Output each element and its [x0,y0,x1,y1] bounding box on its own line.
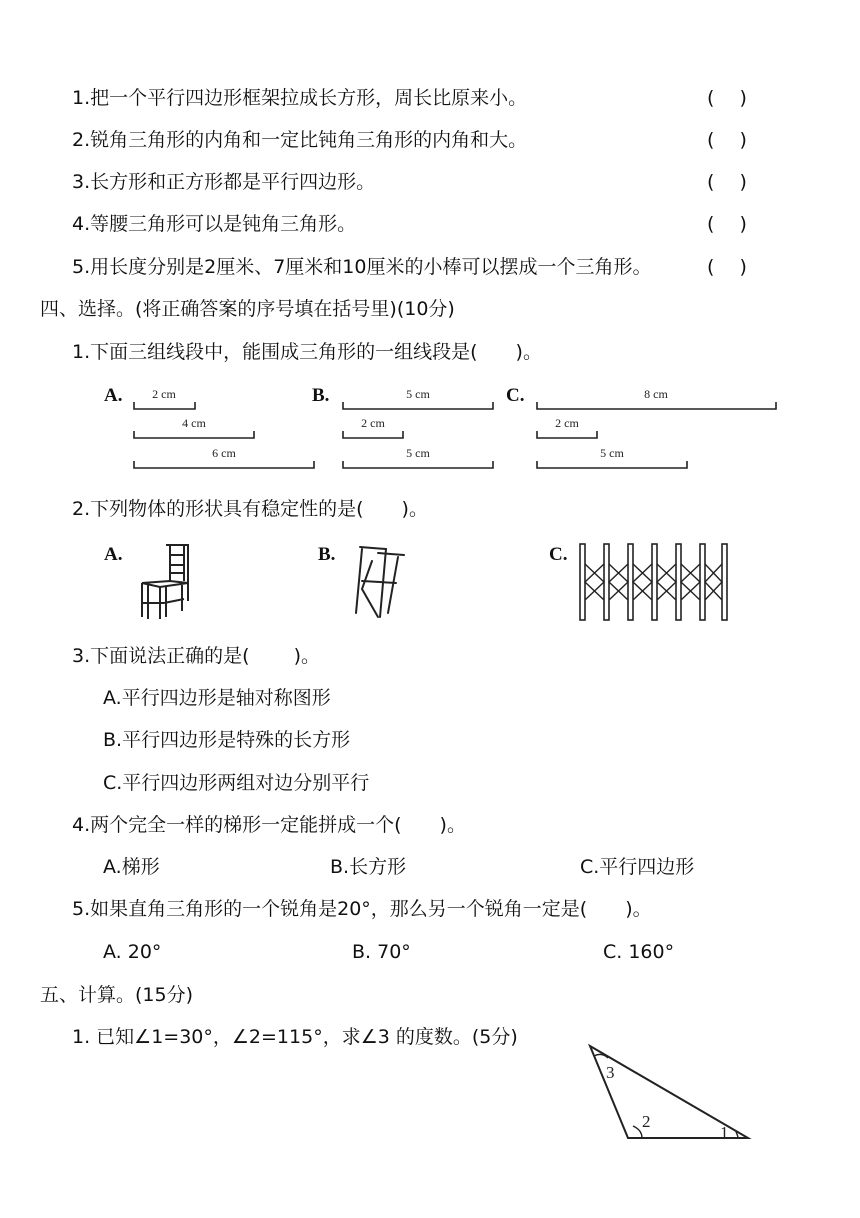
option-b[interactable]: B.长方形 [330,856,407,878]
option-a[interactable]: A.梯形 [103,856,160,878]
option-a[interactable]: A.平行四边形是轴对称图形 [103,687,331,709]
segment-b-3-label: 5 cm [406,446,430,460]
answer-paren-2[interactable]: ( ) [707,129,747,151]
question-4-4: 4.两个完全一样的梯形一定能拼成一个( )。 [72,814,466,836]
judge-item-2: 2.锐角三角形的内角和一定比钝角三角形的内角和大。 [72,129,528,151]
answer-paren-3[interactable]: ( ) [707,171,747,193]
angle-label-1: 1 [720,1123,729,1142]
option-letter-b: B. [318,544,336,565]
segment-a-1-label: 2 cm [152,387,176,401]
triangle-figure [580,1040,760,1150]
answer-paren-5[interactable]: ( ) [707,256,747,278]
judge-item-1: 1.把一个平行四边形框架拉成长方形，周长比原来小。 [72,87,528,109]
chair-icon [134,541,194,621]
question-5-1: 1. 已知∠1=30°，∠2=115°，求∠3 的度数。(5分) [72,1026,518,1048]
section-5-title: 五、计算。(15分) [40,984,194,1006]
segment-c-2-label: 2 cm [555,416,579,430]
segment-c-3 [537,461,687,468]
segment-c-2 [537,431,597,438]
option-b[interactable]: B.平行四边形是特殊的长方形 [103,729,351,751]
option-letter-c: C. [549,544,568,565]
segment-b-1-label: 5 cm [406,387,430,401]
segment-a-2 [134,431,254,438]
option-c[interactable]: C.平行四边形 [580,856,695,878]
option-letter-c: C. [506,385,525,406]
segment-a-1 [134,402,195,409]
segment-c-3-label: 5 cm [600,446,624,460]
segment-b-2-label: 2 cm [361,416,385,430]
option-letter-a: A. [104,385,123,406]
option-b[interactable]: B. 70° [352,941,411,963]
retractable-gate-icon [574,540,734,626]
segment-a-2-label: 4 cm [182,416,206,430]
judge-item-3: 3.长方形和正方形都是平行四边形。 [72,171,376,193]
segment-c-1-label: 8 cm [644,387,668,401]
segment-b-2 [343,431,403,438]
option-letter-b: B. [312,385,330,406]
option-c[interactable]: C. 160° [603,941,675,963]
question-4-1: 1.下面三组线段中，能围成三角形的一组线段是( )。 [72,341,542,363]
question-4-5: 5.如果直角三角形的一个锐角是20°，那么另一个锐角一定是( )。 [72,898,652,920]
segment-b-1 [343,402,493,409]
folding-stand-icon [348,541,408,621]
segment-a-3-label: 6 cm [212,446,236,460]
segments-figure [0,382,860,472]
segment-c-1 [537,402,776,409]
option-a[interactable]: A. 20° [103,941,162,963]
answer-paren-1[interactable]: ( ) [707,87,747,109]
angle-label-3: 3 [606,1063,615,1082]
section-4-title: 四、选择。(将正确答案的序号填在括号里)(10分) [40,298,455,320]
option-c[interactable]: C.平行四边形两组对边分别平行 [103,772,370,794]
question-4-3: 3.下面说法正确的是( )。 [72,645,320,667]
segment-a-3 [134,461,314,468]
judge-item-4: 4.等腰三角形可以是钝角三角形。 [72,213,357,235]
angle-label-2: 2 [642,1112,651,1131]
judge-item-5: 5.用长度分别是2厘米、7厘米和10厘米的小棒可以摆成一个三角形。 [72,256,652,278]
question-4-2: 2.下列物体的形状具有稳定性的是( )。 [72,498,428,520]
segment-b-3 [343,461,493,468]
answer-paren-4[interactable]: ( ) [707,213,747,235]
option-letter-a: A. [104,544,123,565]
